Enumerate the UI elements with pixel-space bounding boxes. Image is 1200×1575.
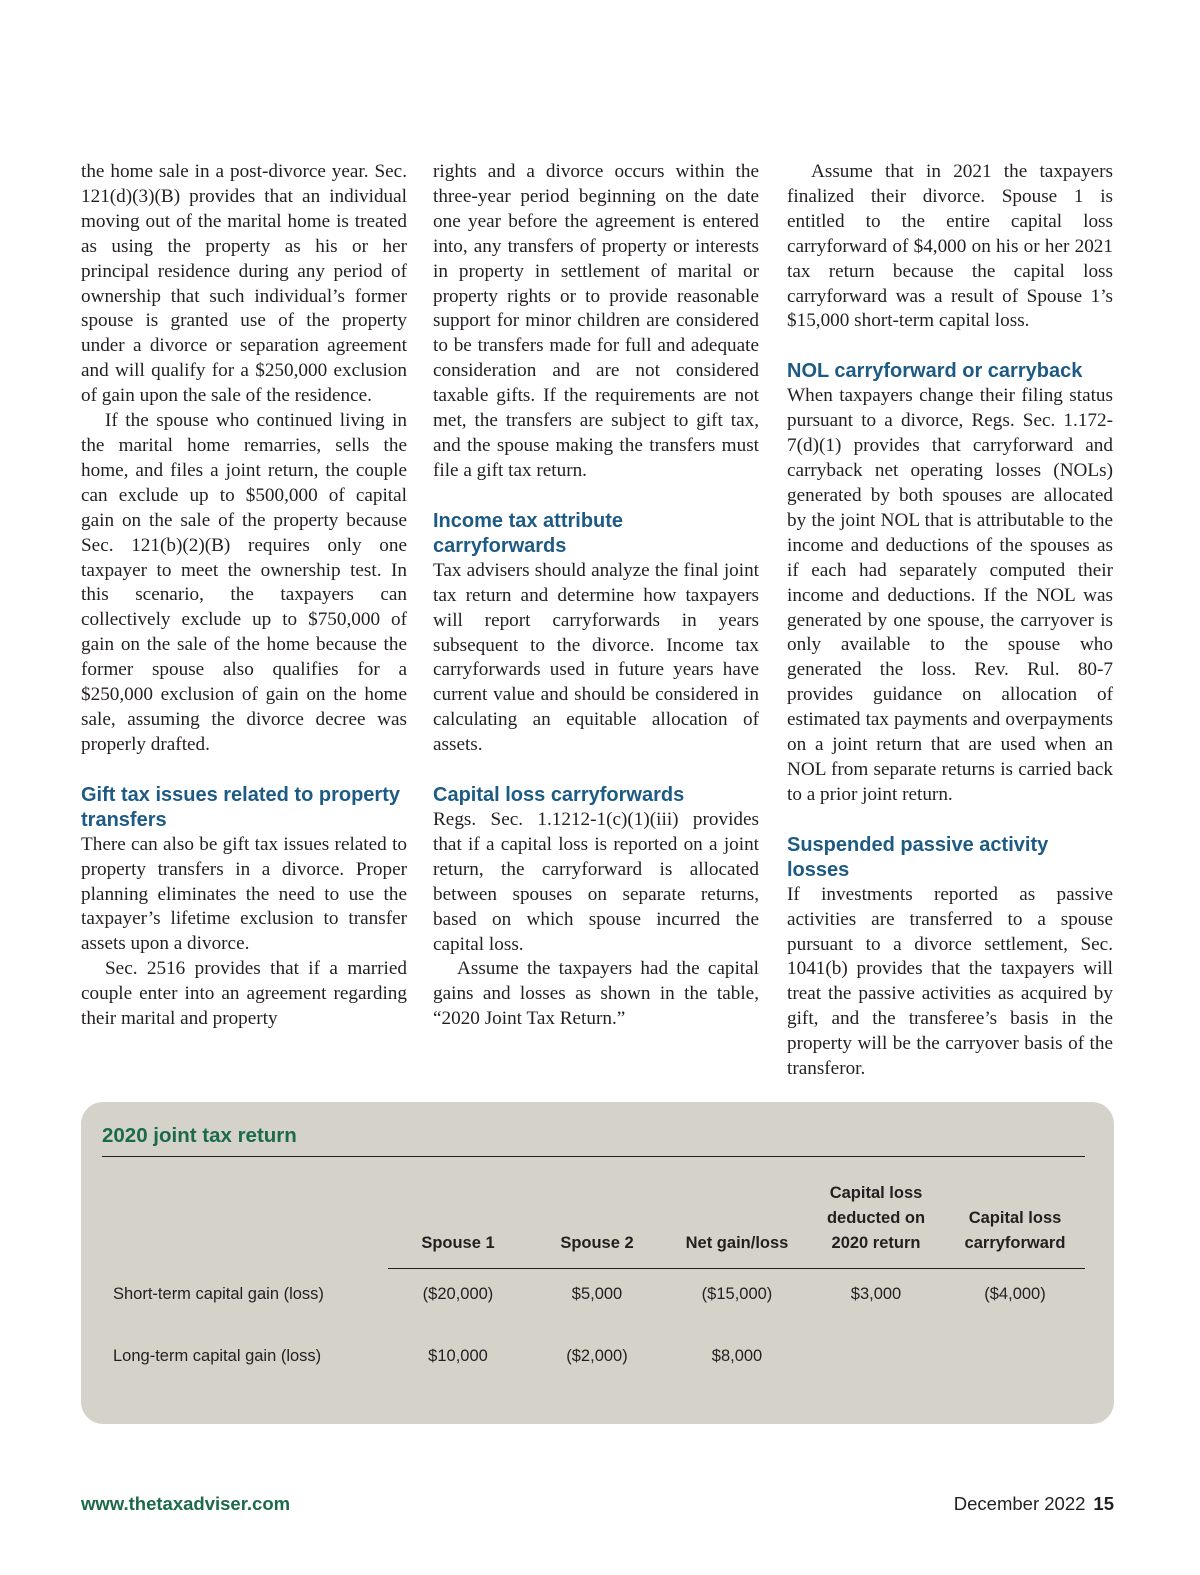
paragraph: Tax advisers should analyze the final joint tax return and determine how taxpayers will report carryforwards in years subsequent to the divorce. Income tax carryforwards used in future years have current value and should be considered in calculating an equitable allocation of assets. xyxy=(433,559,759,756)
section-heading-capital-loss: Capital loss carryforwards xyxy=(433,784,685,807)
paragraph: rights and a divorce occurs within the three-year period beginning on the date one year before the agreement is entered into, any transfers of property or interests in property in settlement of marital or property rights or to provide reasonable support for minor children are considered to be transfers made for full and adequate consideration and are not considered taxable gifts. If the requirements are not met, the transfers are subject to gift tax, and the spouse making the transfers must file a gift tax return. xyxy=(433,161,759,481)
header-line: carryforward xyxy=(964,1234,1066,1252)
section-heading-income-tax-carryforwards: Income tax attribute carryforwards xyxy=(433,509,624,557)
header-line: Capital loss xyxy=(829,1184,923,1202)
paragraph: Regs. Sec. 1.1212-1(c)(1)(iii) provides that if a capital loss is reported on a joint return, the carryforward is allocated between spouses on separate returns, based on which spouse incurred the capital loss. xyxy=(433,809,759,955)
header-deducted xyxy=(806,1181,946,1256)
title-divider xyxy=(102,1156,1085,1157)
header-net: Net gain/loss xyxy=(685,1234,789,1252)
cell-spouse1: $10,000 xyxy=(428,1347,488,1365)
cell-spouse2: $5,000 xyxy=(571,1285,623,1303)
header-spouse2: Spouse 2 xyxy=(560,1234,634,1252)
paragraph: Assume that in 2021 the taxpayers finalized their divorce. Spouse 1 is entitled to the entire capital loss carryforward of $4,000 on his or her 2021 tax return because the capital loss carryforward was a result of Spouse 1’s $15,000 short-term capital loss. xyxy=(787,161,1113,332)
paragraph: the home sale in a post-divorce year. Sec. 121(d)(3)(B) provides that an individual moving out of the marital home is treated as using the property as his or her principal residence during any period of ownership that such individual’s former spouse is granted use of the property under a divorce or separation agreement and will qualify for a $250,000 exclusion of gain upon the sale of the residence. xyxy=(81,161,407,407)
footer-issue xyxy=(954,1493,1114,1515)
cell-net: ($15,000) xyxy=(701,1285,773,1303)
article-column-2 xyxy=(433,160,759,1032)
paragraph: Assume the taxpayers had the capital gains and losses as shown in the table, “2020 Joint Tax Return.” xyxy=(433,958,759,1030)
section-heading-nol: NOL carryforward or carryback xyxy=(787,360,1083,383)
header-divider xyxy=(388,1268,1085,1269)
cell-net: $8,000 xyxy=(711,1347,763,1365)
article-column-1 xyxy=(81,160,407,1032)
paragraph: Sec. 2516 provides that if a married couple enter into an agreement regarding their marital and property xyxy=(81,958,407,1030)
paragraph: If investments reported as passive activities are transferred to a spouse pursuant to a divorce settlement, Sec. 1041(b) provides that the taxpayers will treat the passive activities as acquired by gift, and the transferee’s basis in the property will be the carryover basis of the transferor. xyxy=(787,883,1113,1080)
header-line: 2020 return xyxy=(831,1234,921,1252)
row-label: Short-term capital gain (loss) xyxy=(113,1285,324,1303)
cell-carryforward: ($4,000) xyxy=(984,1285,1046,1303)
row-label: Long-term capital gain (loss) xyxy=(113,1347,322,1365)
cell-spouse1: ($20,000) xyxy=(422,1285,494,1303)
paragraph: When taxpayers change their filing status pursuant to a divorce, Regs. Sec. 1.172-7(d)(1) provides that carryforward and carryback net operating losses (NOLs) generated by both spouses are allocated by the joint NOL that is attributable to the income and deductions of the spouses as if each had separately computed their income and deductions. If the NOL was generated by one spouse, the carryover is only available to the spouse who generated the loss. Rev. Rul. 80-7 provides guidance on allocation of estimated tax payments and overpayments on a joint return that are used when an NOL from separate returns is carried back to a prior joint return. xyxy=(787,385,1113,805)
page-number: 15 xyxy=(1093,1493,1114,1514)
header-line: deducted on xyxy=(826,1209,926,1227)
paragraph: There can also be gift tax issues related to property transfers in a divorce. Proper planning eliminates the need to use the taxpayer’s lifetime exclusion to transfer assets upon a divorce. xyxy=(81,833,407,955)
header-carryforward xyxy=(945,1206,1085,1256)
footer-website-link[interactable]: www.thetaxadviser.com xyxy=(81,1493,291,1514)
cell-deducted: $3,000 xyxy=(850,1285,902,1303)
header-line: Capital loss xyxy=(968,1209,1062,1227)
issue-date: December 2022 xyxy=(953,1493,1086,1514)
article-column-3 xyxy=(787,160,1113,1082)
joint-tax-return-table xyxy=(81,1102,1114,1424)
cell-spouse2: ($2,000) xyxy=(566,1347,628,1365)
section-heading-passive-losses: Suspended passive activity losses xyxy=(787,833,1049,881)
header-spouse1: Spouse 1 xyxy=(421,1234,495,1252)
paragraph: If the spouse who continued living in the marital home remarries, sells the home, and files a joint return, the couple can exclude up to $500,000 of capital gain on the sale of the property because Sec. 121(b)(2)(B) requires only one taxpayer to meet the ownership test. In this scenario, the taxpayers can collectively exclude up to $750,000 of gain on the sale of the home because the former spouse also qualifies for a $250,000 exclusion of gain on the home sale, assuming the divorce decree was properly drafted. xyxy=(81,410,407,755)
section-heading-gift-tax: Gift tax issues related to property transfers xyxy=(81,783,400,831)
table-title: 2020 joint tax return xyxy=(102,1124,297,1147)
